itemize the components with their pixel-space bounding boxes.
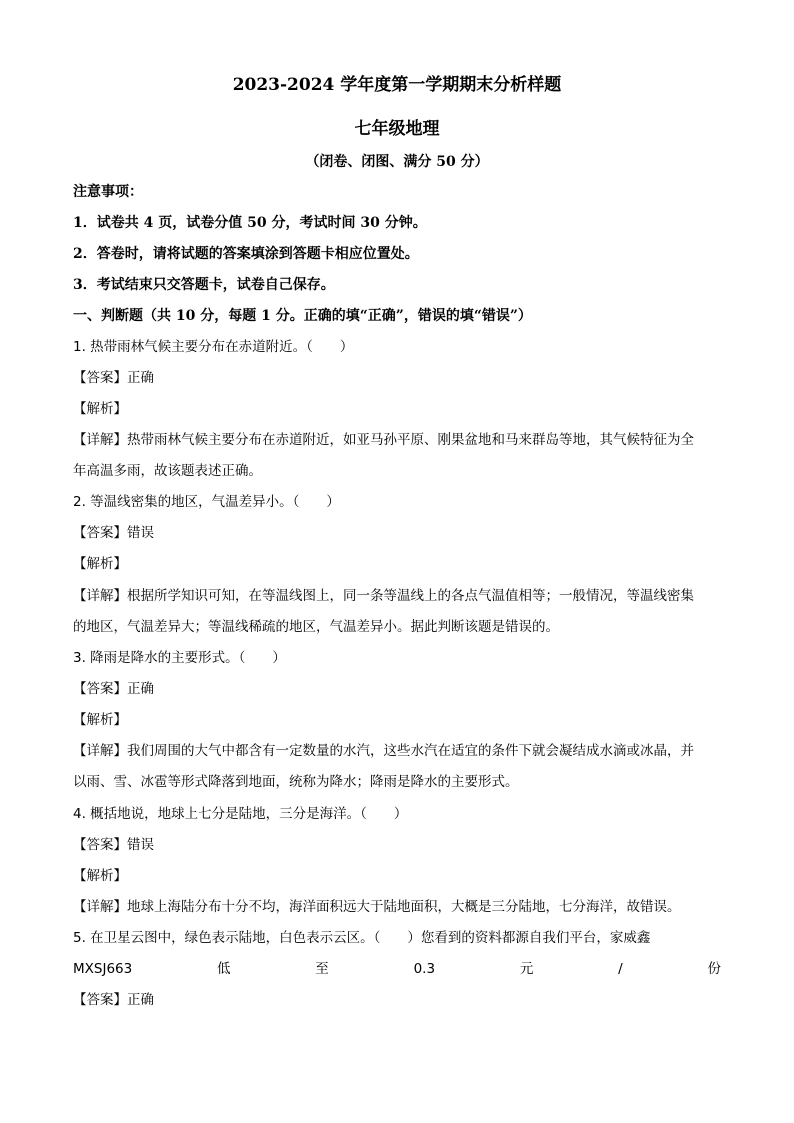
answer-row	[73, 835, 723, 855]
question-5: 5. 在卫星云图中，绿色表示陆地，白色表示云区。（ ）您看到的资料都源自我们平台，家威鑫	[73, 930, 651, 946]
watermark-word: 低	[217, 961, 231, 977]
notice-heading: 注意事项：	[73, 184, 143, 200]
notice-item: 2．答卷时，请将试题的答案填涂到答题卡相应位置处。	[73, 246, 419, 262]
answer-value: 正确	[127, 992, 154, 1008]
detail-text: 的地区，气温差异大；等温线稀疏的地区，气温差异小。据此判断该题是错误的。	[73, 619, 559, 635]
answer-label: 【答案】	[73, 525, 127, 541]
answer-row	[73, 368, 723, 388]
answer-row	[73, 679, 723, 699]
detail-label: 【详解】	[73, 588, 127, 604]
question-1: 1. 热带雨林气候主要分布在赤道附近。（ ）	[73, 339, 354, 355]
detail-text: 热带雨林气候主要分布在赤道附近，如亚马孙平原、刚果盆地和马来群岛等地，其气候特征为全	[127, 432, 694, 448]
notice-item: 1．试卷共 4 页，试卷分值 50 分，考试时间 30 分钟。	[73, 215, 427, 231]
notice-item: 3．考试结束只交答题卡，试卷自己保存。	[73, 277, 335, 293]
watermark-price: 0.3	[413, 961, 436, 977]
answer-value: 错误	[127, 525, 154, 541]
detail-text: 地球上海陆分布十分不均，海洋面积远大于陆地面积，大概是三分陆地，七分海洋，故错误。	[127, 899, 681, 915]
answer-label: 【答案】	[73, 681, 127, 697]
analysis-label: 【解析】	[73, 712, 127, 728]
analysis-label: 【解析】	[73, 868, 127, 884]
detail-label: 【详解】	[73, 432, 127, 448]
answer-value: 正确	[127, 370, 154, 386]
detail-row	[73, 586, 723, 606]
question-2: 2. 等温线密集的地区，气温差异小。（ ）	[73, 494, 340, 510]
answer-value: 错误	[127, 837, 154, 853]
exam-title: 2023-2024 学年度第一学期期末分析样题	[232, 75, 562, 95]
watermark-word: 至	[315, 961, 329, 977]
detail-text: 以雨、雪、冰雹等形式降落到地面，统称为降水；降雨是降水的主要形式。	[73, 774, 519, 790]
detail-label: 【详解】	[73, 899, 127, 915]
detail-text: 年高温多雨，故该题表述正确。	[73, 463, 262, 479]
watermark-code: MXSJ663	[73, 961, 133, 977]
watermark-word: /	[618, 961, 623, 977]
section-heading: 一、判断题（共 10 分，每题 1 分。正确的填“正确”，错误的填“错误”）	[73, 308, 532, 324]
question-4: 4. 概括地说，地球上七分是陆地，三分是海洋。（ ）	[73, 806, 408, 822]
detail-text: 根据所学知识可知，在等温线图上，同一条等温线上的各点气温值相等；一般情况，等温线密集	[127, 588, 694, 604]
detail-row	[73, 430, 723, 450]
question-3: 3. 降雨是降水的主要形式。（ ）	[73, 650, 286, 666]
watermark-word: 份	[707, 961, 721, 977]
watermark-word: 元	[519, 961, 534, 977]
answer-label: 【答案】	[73, 992, 127, 1008]
detail-label: 【详解】	[73, 743, 127, 759]
detail-row	[73, 897, 723, 917]
answer-value: 正确	[127, 681, 154, 697]
analysis-label: 【解析】	[73, 556, 127, 572]
answer-row	[73, 523, 723, 543]
answer-row	[73, 990, 723, 1010]
answer-label: 【答案】	[73, 837, 127, 853]
detail-row	[73, 741, 723, 761]
watermark-line	[73, 959, 721, 979]
answer-label: 【答案】	[73, 370, 127, 386]
analysis-label: 【解析】	[73, 401, 127, 417]
exam-note: （闭卷、闭图、满分 50 分）	[305, 154, 489, 170]
detail-text: 我们周围的大气中都含有一定数量的水汽，这些水汽在适宜的条件下就会凝结成水滴或冰晶，并	[127, 743, 694, 759]
exam-subject: 七年级地理	[354, 119, 440, 139]
